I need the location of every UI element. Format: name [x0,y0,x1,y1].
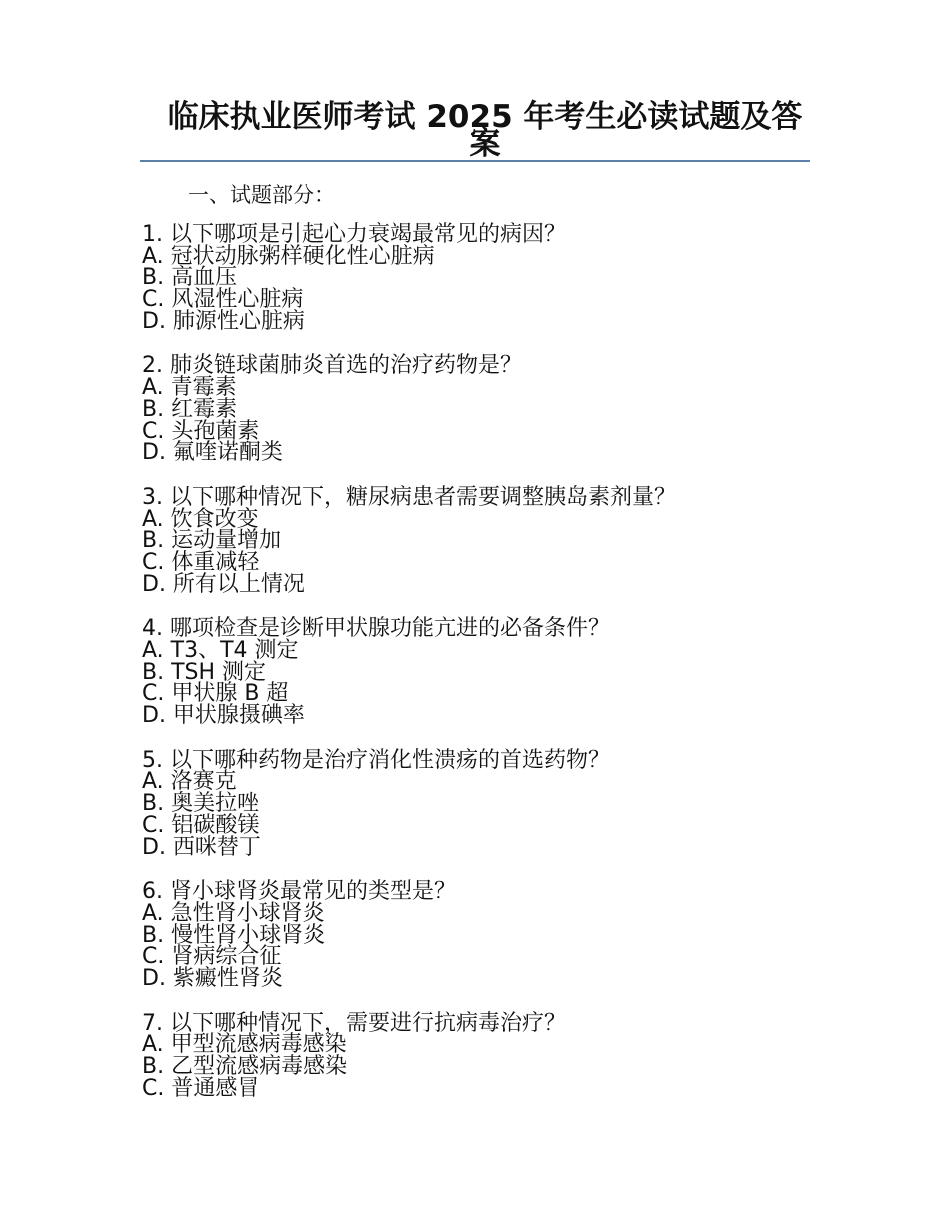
question-stem: 6. 肾小球肾炎最常见的类型是？ [142,879,456,905]
question-stem: 7. 以下哪种情况下，需要进行抗病毒治疗？ [142,1010,566,1036]
question-stem: 1. 以下哪项是引起心力衰竭最常见的病因？ [142,222,566,247]
option-b: B. 乙型流感病毒感染 [142,1054,348,1079]
question-6 [142,881,842,989]
option-c: C. 甲状腺 B 超 [142,681,289,707]
option-c: C. 风湿性心脏病 [142,287,304,313]
option-b: B. 红霉素 [142,396,238,422]
option-c: C. 体重减轻 [142,549,260,575]
option-d: D. 紫癜性肾炎 [142,965,283,991]
section-heading: 一、试题部分： [188,183,335,207]
option-c: C. 头孢菌素 [142,418,260,444]
question-2 [142,353,842,466]
option-d: D. 所有以上情况 [142,571,305,597]
option-a: A. 冠状动脉粥样硬化性心脏病 [142,243,435,269]
question-5 [142,747,842,860]
option-a: A. 甲型流感病毒感染 [142,1032,347,1058]
option-c: C. 普通感冒 [142,1075,260,1101]
option-b: B. TSH 测定 [142,659,267,685]
option-b: B. 奥美拉唑 [142,791,260,817]
option-d: D. 肺源性心脏病 [142,308,305,334]
option-b: B. 运动量增加 [142,528,282,554]
option-a: A. 青霉素 [142,375,237,401]
title-underline [140,160,810,162]
question-stem: 5. 以下哪种药物是治疗消化性溃疡的首选药物？ [142,747,610,773]
option-c: C. 肾病综合征 [142,944,282,970]
option-a: A. T3、T4 测定 [142,638,299,663]
question-1 [142,224,842,332]
option-a: A. 洛赛克 [142,769,237,795]
option-a: A. 急性肾小球肾炎 [142,900,325,926]
option-b: B. 高血压 [142,265,238,291]
question-4 [142,616,842,729]
question-stem: 3. 以下哪种情况下，糖尿病患者需要调整胰岛素剂量？ [142,484,676,510]
option-a: A. 饮食改变 [142,506,259,532]
question-7 [142,1010,842,1101]
option-d: D. 西咪替丁 [142,834,261,860]
option-d: D. 氟喹诺酮类 [142,440,283,466]
question-stem: 4. 哪项检查是诊断甲状腺功能亢进的必备条件？ [142,616,610,642]
question-stem: 2. 肺炎链球菌肺炎首选的治疗药物是？ [142,353,522,379]
option-b: B. 慢性肾小球肾炎 [142,922,326,948]
question-list [142,224,842,1122]
question-3 [142,484,842,597]
document-title: 临床执业医师考试 2025 年考生必读试题及答案 [167,99,803,162]
option-d: D. 甲状腺摄碘率 [142,703,305,729]
option-c: C. 铝碳酸镁 [142,812,260,838]
